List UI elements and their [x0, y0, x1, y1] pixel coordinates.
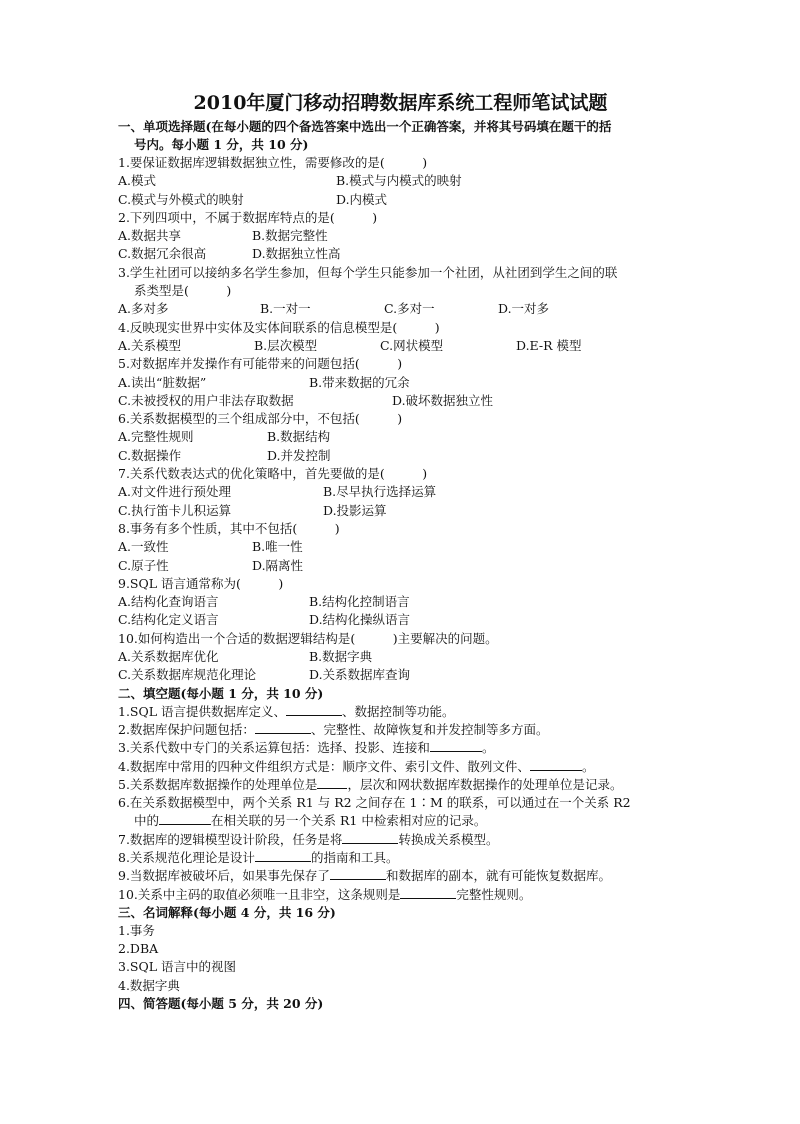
answer-blank: [430, 739, 482, 752]
option-c: C.未被授权的用户非法存取数据: [118, 392, 294, 408]
options-row: [118, 666, 683, 684]
option-c: C.多对一: [384, 301, 435, 317]
option-b: B.数据字典: [309, 649, 373, 665]
question-5: 5.对数据库并发操作有可能带来的问题包括( ): [118, 356, 403, 372]
question-1: 1.要保证数据库逻辑数据独立性，需要修改的是( ): [118, 155, 428, 170]
question-7: 7.关系代数表达式的优化策略中，首先要做的是( ): [118, 466, 428, 482]
options-row: [118, 611, 683, 629]
options-row: [118, 172, 683, 190]
options-row: [118, 538, 683, 556]
fill-question-10: 10.关系中主码的取值必须唯一且非空，这条规则是 完整性规则。: [118, 886, 532, 902]
section-4-heading: 四、简答题(每小题 5 分，共 20 分): [118, 996, 324, 1012]
answer-blank: [255, 849, 311, 862]
term-4: 4.数据字典: [118, 977, 180, 993]
fill-question-9: 9.当数据库被破坏后，如果事先保存了 和数据库的副本，就有可能恢复数据库。: [118, 868, 611, 884]
option-a: A.对文件进行预处理: [118, 484, 232, 500]
options-row: [118, 374, 683, 392]
question-4: 4.反映现实世界中实体及实体间联系的信息模型是( ): [118, 319, 440, 335]
option-d: D.破坏数据独立性: [392, 392, 494, 408]
option-b: B.一对一: [260, 301, 311, 317]
answer-blank: [342, 831, 398, 844]
option-c: C.原子性: [118, 557, 169, 573]
answer-blank: [286, 703, 342, 716]
question-9: 9.SQL 语言通常称为( ): [118, 575, 284, 591]
options-row: [118, 227, 683, 245]
answer-blank: [159, 812, 211, 825]
options-row: [118, 593, 683, 611]
section-3-heading: 三、名词解释(每小题 4 分，共 16 分): [118, 904, 336, 920]
option-d: D.投影运算: [323, 502, 387, 518]
fill-question-6: 6.在关系数据模型中，两个关系 R1 与 R2 之间存在 1∶M 的联系，可以通过在一个关系 R2 中的 在相关联的另一个关系 R1 中检索相对应的记录。: [118, 795, 631, 829]
option-c: C.网状模型: [380, 337, 444, 353]
options-row: [118, 245, 683, 263]
answer-blank: [255, 721, 311, 734]
option-a: A.模式: [118, 173, 157, 189]
option-a: A.数据共享: [118, 228, 182, 244]
answer-blank: [330, 867, 386, 880]
options-row: [118, 392, 683, 410]
section-1-heading: [118, 118, 683, 154]
answer-blank: [530, 758, 582, 771]
option-b: B.数据结构: [267, 429, 331, 445]
option-d: D.结构化操纵语言: [309, 612, 411, 628]
options-row: [118, 337, 683, 355]
option-c: C.数据操作: [118, 447, 182, 463]
section-1-heading-line2: 号内。每小题 1 分，共 10 分): [134, 137, 309, 152]
option-b: B.唯一性: [252, 539, 303, 555]
option-a: A.一致性: [118, 539, 169, 555]
options-row: [118, 447, 683, 465]
options-row: [118, 648, 683, 666]
question-10: 10.如何构造出一个合适的数据逻辑结构是( )主要解决的问题。: [118, 630, 498, 646]
option-d: D.E-R 模型: [516, 337, 582, 353]
option-c: C.模式与外模式的映射: [118, 191, 244, 207]
option-a: A.关系模型: [118, 337, 182, 353]
options-row: [118, 557, 683, 575]
exam-page: [118, 92, 683, 1013]
option-b: B.层次模型: [254, 337, 318, 353]
answer-blank: [317, 776, 347, 789]
fill-question-7: 7.数据库的逻辑模型设计阶段，任务是将 转换成关系模型。: [118, 831, 499, 847]
term-1: 1.事务: [118, 922, 155, 938]
fill-question-2: 2.数据库保护问题包括： 、完整性、故障恢复和并发控制等多方面。: [118, 721, 549, 737]
option-b: B.数据完整性: [252, 228, 328, 244]
option-a: A.多对多: [118, 301, 169, 317]
term-3: 3.SQL 语言中的视图: [118, 959, 237, 975]
option-b: B.尽早执行选择运算: [323, 484, 437, 500]
options-row: [118, 300, 683, 318]
question-8: 8.事务有多个性质，其中不包括( ): [118, 520, 340, 536]
term-2: 2.DBA: [118, 941, 159, 957]
option-b: B.带来数据的冗余: [309, 374, 410, 390]
options-row: [118, 428, 683, 446]
option-d: D.数据独立性高: [252, 246, 341, 262]
question-3: [118, 264, 683, 301]
question-6: 6.关系数据模型的三个组成部分中，不包括( ): [118, 411, 403, 427]
page-title: 2010年厦门移动招聘数据库系统工程师笔试试题: [193, 92, 608, 114]
option-a: A.结构化查询语言: [118, 594, 219, 610]
answer-blank: [400, 886, 456, 899]
section-2-heading: 二、填空题(每小题 1 分，共 10 分): [118, 685, 324, 701]
question-3-line1: 3.学生社团可以接纳多名学生参加，但每个学生只能参加一个社团，从社团到学生之间的联: [118, 264, 618, 280]
section-1-heading-line1: 一、单项选择题(在每小题的四个备选答案中选出一个正确答案，并将其号码填在题干的括: [118, 119, 612, 134]
options-row: [118, 191, 683, 209]
option-c: C.关系数据库规范化理论: [118, 667, 257, 683]
option-d: D.并发控制: [267, 447, 331, 463]
fill-question-8: 8.关系规范化理论是设计 的指南和工具。: [118, 849, 399, 865]
fill-question-3: 3.关系代数中专门的关系运算包括：选择、投影、连接和 。: [118, 740, 495, 756]
option-c: C.执行笛卡儿积运算: [118, 502, 232, 518]
options-row: [118, 483, 683, 501]
option-a: A.完整性规则: [118, 429, 194, 445]
option-c: C.数据冗余很高: [118, 246, 207, 262]
fill-question-4: 4.数据库中常用的四种文件组织方式是：顺序文件、索引文件、散列文件、 。: [118, 758, 595, 774]
option-a: A.关系数据库优化: [118, 649, 219, 665]
option-d: D.隔离性: [252, 557, 304, 573]
question-3-line2: 系类型是( ): [134, 283, 232, 299]
option-b: B.模式与内模式的映射: [336, 173, 462, 189]
option-d: D.关系数据库查询: [309, 667, 411, 683]
options-row: [118, 502, 683, 520]
fill-question-5: 5.关系数据库数据操作的处理单位是 ，层次和网状数据库数据操作的处理单位是记录。: [118, 776, 623, 792]
question-2: 2.下列四项中，不属于数据库特点的是( ): [118, 209, 378, 225]
option-d: D.内模式: [336, 191, 388, 207]
fill-question-1: 1.SQL 语言提供数据库定义、 、数据控制等功能。: [118, 703, 455, 719]
option-d: D.一对多: [498, 301, 550, 317]
option-a: A.读出“脏数据”: [118, 374, 207, 390]
option-b: B.结构化控制语言: [309, 594, 410, 610]
option-c: C.结构化定义语言: [118, 612, 219, 628]
